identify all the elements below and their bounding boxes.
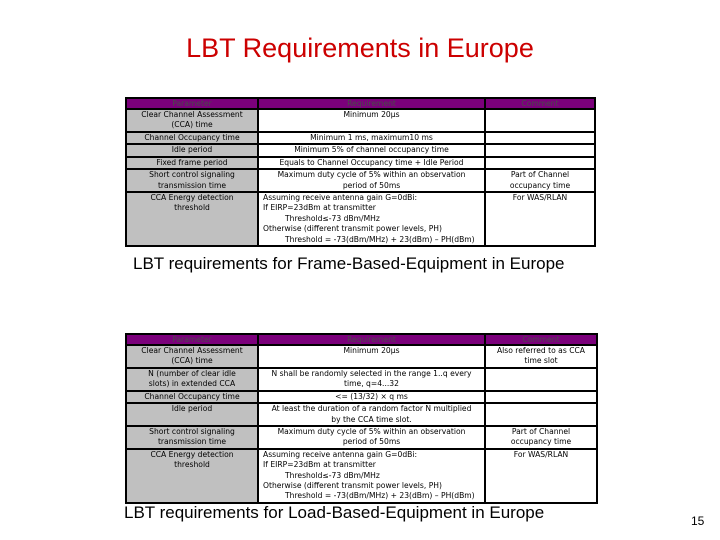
param-cell — [126, 192, 258, 246]
cell-text: (CCA) time — [171, 356, 213, 366]
cell-text: time slot — [524, 356, 558, 366]
cell-text: Minimum 20μs — [343, 346, 400, 355]
cell-text: Otherwise (different transmit power levels, PH) — [263, 481, 442, 491]
fbe-caption: LBT requirements for Frame-Based-Equipment in Europe — [133, 254, 565, 273]
comment-cell — [485, 403, 597, 426]
cell-text: <= (13/32) × q ms — [335, 391, 408, 401]
comment-cell — [485, 368, 597, 391]
cell-text: Maximum duty cycle of 5% within an observation — [277, 170, 466, 180]
cell-text: For WAS/RLAN — [513, 449, 569, 459]
cell-text: If EIRP=23dBm at transmitter — [263, 203, 376, 213]
comment-cell — [485, 426, 597, 449]
cell-text: At least the duration of a random factor N multiplied — [271, 404, 472, 414]
cell-text: Minimum 20μs — [343, 110, 400, 119]
cell-text: Part of Channel — [511, 427, 571, 437]
cell-text: Idle period — [171, 145, 213, 155]
cell-text: Channel Occupancy time — [144, 133, 240, 142]
req-cell — [258, 169, 485, 192]
param-cell — [126, 157, 258, 169]
table-row — [126, 157, 595, 169]
header-comment: Comment — [485, 98, 595, 109]
table-row — [126, 368, 597, 391]
table-row — [126, 169, 595, 192]
table-row — [126, 132, 595, 144]
param-cell — [126, 109, 258, 132]
req-cell — [258, 449, 485, 503]
comment-cell — [485, 157, 595, 169]
req-cell — [258, 192, 485, 246]
cell-text: CCA Energy detection — [150, 449, 234, 459]
req-cell — [258, 368, 485, 391]
cell-text: Minimum 5% of channel occupancy time — [294, 145, 449, 155]
table-row — [126, 426, 597, 449]
cell-text: Threshold≤-73 dBm/MHz — [285, 470, 380, 480]
comment-cell — [485, 345, 597, 368]
cell-text: If EIRP=23dBm at transmitter — [263, 460, 376, 470]
comment-cell — [485, 449, 597, 503]
lbe-table — [125, 333, 598, 504]
comment-cell — [485, 192, 595, 246]
comment-cell — [485, 132, 595, 144]
cell-text: (CCA) time — [171, 120, 213, 130]
cell-text: Assuming receive antenna gain G=0dBi: — [263, 193, 418, 203]
header-requirement: Requirement — [258, 334, 485, 345]
cell-text: Idle period — [171, 404, 213, 414]
cell-text: time, q=4...32 — [344, 379, 399, 389]
cell-text: period of 50ms — [342, 437, 401, 447]
fbe-table — [125, 97, 596, 247]
cell-text: Assuming receive antenna gain G=0dBi: — [263, 449, 418, 459]
table-row — [126, 403, 597, 426]
param-cell — [126, 426, 258, 449]
table-row — [126, 449, 597, 503]
cell-text: threshold — [174, 460, 210, 470]
table-row — [126, 192, 595, 246]
comment-cell — [485, 144, 595, 156]
cell-text: Fixed frame period — [156, 157, 228, 167]
comment-cell — [485, 109, 595, 132]
param-cell — [126, 449, 258, 503]
cell-text: Equals to Channel Occupancy time + Idle Period — [279, 157, 464, 167]
cell-text: threshold — [174, 203, 210, 213]
req-cell — [258, 109, 485, 132]
comment-cell — [485, 391, 597, 403]
header-parameter: Parameter — [126, 98, 258, 109]
cell-text: N (number of clear idle — [148, 369, 236, 378]
req-cell — [258, 391, 485, 403]
cell-text: Also referred to as CCA — [496, 346, 585, 355]
cell-text: transmission time — [157, 437, 227, 447]
header-comment: Comment — [485, 334, 597, 345]
req-cell — [258, 345, 485, 368]
req-cell — [258, 132, 485, 144]
param-cell — [126, 169, 258, 192]
req-cell — [258, 403, 485, 426]
param-cell — [126, 368, 258, 391]
lbe-caption: LBT requirements for Load-Based-Equipment in Europe — [124, 503, 545, 522]
cell-text: CCA Energy detection — [150, 193, 234, 203]
cell-text: Part of Channel — [510, 170, 570, 180]
req-cell — [258, 144, 485, 156]
cell-text: Clear Channel Assessment — [141, 346, 243, 355]
cell-text: Threshold≤-73 dBm/MHz — [285, 213, 380, 223]
req-cell — [258, 426, 485, 449]
cell-text: by the CCA time slot. — [331, 414, 412, 424]
cell-text: Minimum 1 ms, maximum10 ms — [310, 133, 433, 142]
table-header-row — [126, 98, 595, 109]
param-cell — [126, 132, 258, 144]
cell-text: Short control signaling — [149, 427, 235, 437]
cell-text: slots) in extended CCA — [148, 379, 236, 389]
cell-text: N shall be randomly selected in the range 1..q every — [271, 369, 472, 378]
param-cell — [126, 345, 258, 368]
req-cell — [258, 157, 485, 169]
cell-text: period of 50ms — [342, 180, 401, 190]
table-row — [126, 144, 595, 156]
param-cell — [126, 391, 258, 403]
cell-text: occupancy time — [509, 180, 571, 190]
cell-text: Short control signaling — [149, 170, 235, 180]
page-number: 15 — [691, 514, 705, 528]
cell-text: Maximum duty cycle of 5% within an observation — [277, 427, 466, 437]
slide-title: LBT Requirements in Europe — [186, 33, 534, 63]
header-parameter: Parameter — [126, 334, 258, 345]
table-header-row — [126, 334, 597, 345]
cell-text: Channel Occupancy time — [144, 391, 240, 401]
comment-cell — [485, 169, 595, 192]
param-cell — [126, 403, 258, 426]
param-cell — [126, 144, 258, 156]
table-row — [126, 109, 595, 132]
cell-text: Clear Channel Assessment — [141, 110, 243, 119]
cell-text: occupancy time — [510, 437, 572, 447]
table-row — [126, 345, 597, 368]
cell-text: transmission time — [157, 180, 227, 190]
cell-text: For WAS/RLAN — [512, 193, 568, 203]
cell-text: Threshold = -73(dBm/MHz) + 23(dBm) – PH(dBm) — [285, 491, 475, 501]
header-requirement: Requirement — [258, 98, 485, 109]
table-row — [126, 391, 597, 403]
cell-text: Threshold = -73(dBm/MHz) + 23(dBm) – PH(dBm) — [285, 234, 475, 244]
cell-text: Otherwise (different transmit power levels, PH) — [263, 224, 442, 234]
